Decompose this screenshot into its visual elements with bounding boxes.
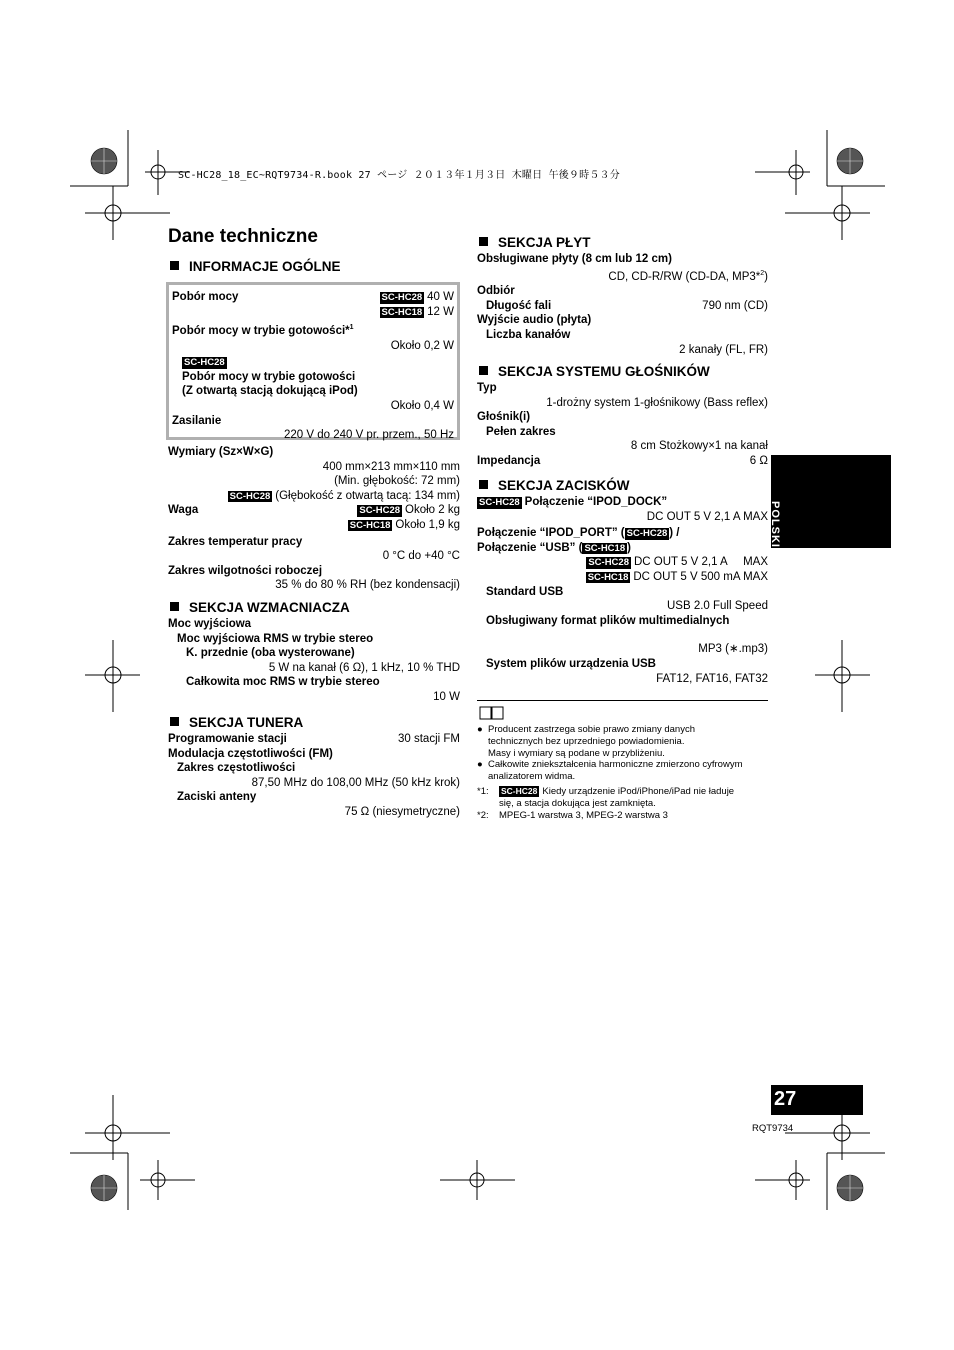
- usb-std-value: USB 2.0 Full Speed: [666, 600, 768, 613]
- freq-value: 87,50 MHz do 108,00 MHz (50 kHz krok): [251, 776, 460, 789]
- amp-rms: Moc wyjściowa RMS w trybie stereo: [177, 632, 374, 645]
- port-hc18-value: DC OUT 5 V 500 mA MAX: [633, 570, 768, 583]
- speaker-label: Głośnik(i): [477, 411, 531, 424]
- section-disc: [479, 235, 591, 250]
- general-title: INFORMACJE OGÓLNE: [189, 259, 341, 274]
- f1a: Kiedy urządzenie iPod/iPhone/iPad nie ładuje: [542, 785, 735, 797]
- page-title: Dane techniczne: [168, 226, 318, 247]
- wavelength-label: Długość fali: [486, 299, 552, 312]
- spk-title: SEKCJA SYSTEMU GŁOŚNIKÓW: [498, 364, 710, 379]
- f2: MPEG-1 warstwa 3, MPEG-2 warstwa 3: [499, 809, 668, 821]
- hum-label: Zakres wilgotności roboczej: [168, 564, 323, 577]
- port-l2b: ): [627, 541, 631, 554]
- fm-label: Modulacja częstotliwości (FM): [168, 747, 333, 760]
- amp-out: Moc wyjściowa: [168, 618, 252, 630]
- language-tab: [771, 455, 891, 548]
- n2b: analizatorem widma.: [488, 771, 576, 783]
- temp-value: 0 °C do +40 °C: [382, 550, 460, 563]
- wavelength-value: 790 nm (CD): [702, 299, 768, 312]
- weight-hc18: Około 1,9 kg: [395, 518, 460, 531]
- section-tuner: [170, 715, 303, 730]
- hc18: SC-HC18: [584, 542, 626, 554]
- fs-value: FAT12, FAT16, FAT32: [656, 672, 768, 685]
- disc-supported: Obsługiwane płyty (8 cm lub 12 cm): [477, 253, 672, 265]
- amp-title: SEKCJA WZMACNIACZA: [189, 600, 350, 615]
- imp-value: 6 Ω: [749, 454, 768, 467]
- disc-title: SEKCJA PŁYT: [498, 235, 591, 250]
- ant-value: 75 Ω (niesymetryczne): [344, 805, 460, 818]
- dock-label: Połączenie “IPOD_DOCK”: [524, 496, 668, 508]
- hc28: SC-HC28: [501, 785, 538, 796]
- freq-label: Zakres częstotliwości: [177, 762, 296, 775]
- preset-label: Programowanie stacji: [168, 733, 287, 745]
- standby-dock-l2: (Z otwartą stacją dokującą iPod): [182, 385, 358, 398]
- terminal-specs: [477, 495, 768, 686]
- speaker-specs: [477, 381, 768, 469]
- standby-dock-l1: Pobór mocy w trybie gotowości: [182, 370, 356, 383]
- hum-value: 35 % do 80 % RH (bez kondensacji): [275, 579, 460, 592]
- dock-value: DC OUT 5 V 2,1 A MAX: [646, 510, 768, 523]
- power-hc18: 12 W: [427, 305, 454, 318]
- pickup: Odbiór: [477, 285, 515, 298]
- file-header: SC-HC28_18_EC~RQT9734-R.book 27 ページ ２０１３年１月３日 木曜日 午後９時５３分: [178, 170, 620, 181]
- divider: [477, 700, 768, 701]
- f2-mark: *2:: [477, 809, 489, 821]
- hc18: SC-HC18: [349, 519, 391, 531]
- port-l2a: Połączenie “USB” (: [477, 541, 583, 554]
- standby-dock-value: Około 0,4 W: [390, 399, 454, 412]
- amp-front-value: 5 W na kanał (6 Ω), 1 kHz, 10 % THD: [268, 661, 460, 674]
- supply-label: Zasilanie: [172, 414, 222, 427]
- amplifier-specs: [168, 617, 460, 705]
- section-general: [170, 259, 341, 274]
- ant-label: Zaciski anteny: [177, 791, 257, 804]
- section-terminals: [479, 478, 630, 493]
- disc-specs: [477, 252, 768, 358]
- media-label: Obsługiwany format plików multimedialnych: [486, 614, 730, 627]
- hc18: SC-HC18: [587, 571, 629, 583]
- page-number-box: [771, 1085, 863, 1115]
- hc28: SC-HC28: [588, 557, 629, 569]
- channels-value: 2 kanały (FL, FR): [679, 344, 768, 357]
- weight-hc28: Około 2 kg: [405, 504, 460, 517]
- disc-formats: CD, CD-R/RW (CD-DA, MP3*: [608, 270, 761, 283]
- media-value: MP3 (∗.mp3): [698, 643, 768, 656]
- disc-formats-sup: 2: [760, 269, 765, 277]
- standby-label: Pobór mocy w trybie gotowości*: [172, 325, 350, 338]
- preset-value: 30 stacji FM: [398, 733, 460, 745]
- fullrange-value: 8 cm Stożkowy×1 na kanał: [630, 440, 768, 453]
- supply-value: 220 V do 240 V pr. przem., 50 Hz: [283, 429, 454, 442]
- section-amplifier: [170, 600, 350, 615]
- badge-hc18: SC-HC18: [381, 306, 423, 318]
- term-title: SEKCJA ZACISKÓW: [498, 478, 630, 493]
- imp-label: Impedancja: [477, 454, 541, 467]
- temp-label: Zakres temperatur pracy: [168, 535, 303, 548]
- type-label: Typ: [477, 382, 497, 394]
- port-hc28-value: DC OUT 5 V 2,1 A MAX: [633, 556, 768, 569]
- disc-formats-end: ): [764, 270, 768, 283]
- dim-tray: (Głębokość z otwartą tacą: 134 mm): [275, 489, 460, 502]
- hc28: SC-HC28: [626, 528, 668, 540]
- dim-min: (Min. głębokość: 72 mm): [334, 475, 460, 488]
- standby-value: Około 0,2 W: [390, 339, 454, 352]
- f1-mark: *1:: [477, 785, 489, 797]
- power-box: [166, 282, 460, 440]
- general-specs: [168, 445, 460, 593]
- badge-hc28: SC-HC28: [184, 357, 225, 369]
- tuner-title: SEKCJA TUNERA: [189, 715, 304, 730]
- badge-hc28: SC-HC28: [381, 292, 423, 303]
- notes: ● Producent zastrzega sobie prawo zmiany danych technicznych bez uprzedniego powiadomienia. Masy i wymiary są podane w przybliżeniu. ● Całkowite zniekształcenia harmoniczne zmierzono cyfrowym analizatorem widma. *1: SC-HC28 Kiedy urządzenie iPod/iPhone/iPad nie ładuje się, a stacja dokująca jest zamknięta. *2: MPEG-1 warstwa 3, MPEG-2 warstwa 3: [477, 724, 743, 821]
- weight-label: Waga: [168, 504, 199, 517]
- n1a: Producent zastrzega sobie prawo zmiany danych: [488, 724, 696, 735]
- channels-label: Liczba kanałów: [486, 328, 571, 341]
- power-hc28: 40 W: [427, 291, 454, 303]
- port-l1b: ) /: [669, 527, 680, 540]
- fs-label: System plików urządzenia USB: [486, 657, 656, 670]
- n2a: Całkowite zniekształcenia harmoniczne zmierzono cyfrowym: [488, 759, 743, 771]
- amp-front: K. przednie (oba wysterowane): [186, 647, 355, 660]
- power-label: Pobór mocy: [172, 291, 239, 303]
- n1b: technicznych bez uprzedniego powiadomienia.: [488, 735, 685, 747]
- n1c: Masy i wymiary są podane w przybliżeniu.: [488, 747, 665, 759]
- dim-label: Wymiary (Sz×W×G): [168, 446, 274, 458]
- book-icon: [479, 706, 505, 720]
- tuner-specs: [168, 732, 460, 820]
- side-tab: POLSKI: [769, 501, 781, 548]
- hc28: SC-HC28: [359, 505, 401, 517]
- hc28: SC-HC28: [479, 497, 520, 508]
- type-value: 1-drożny system 1-głośnikowy (Bass reflex): [546, 396, 768, 409]
- fullrange-label: Pełen zakres: [486, 425, 556, 438]
- hc28: SC-HC28: [229, 490, 271, 502]
- dim-value: 400 mm×213 mm×110 mm: [322, 460, 460, 473]
- usb-std-label: Standard USB: [486, 585, 564, 598]
- section-speakers: [479, 364, 710, 379]
- amp-total: Całkowita moc RMS w trybie stereo: [186, 676, 380, 689]
- standby-sup: 1: [349, 324, 354, 332]
- audio-out: Wyjście audio (płyta): [477, 314, 592, 327]
- page-number: 27: [774, 1088, 797, 1110]
- port-l1a: Połączenie “IPOD_PORT” (: [477, 527, 625, 540]
- amp-total-value: 10 W: [433, 690, 460, 703]
- doc-number: RQT9734: [752, 1123, 794, 1134]
- f1b: się, a stacja dokująca jest zamknięta.: [499, 797, 656, 809]
